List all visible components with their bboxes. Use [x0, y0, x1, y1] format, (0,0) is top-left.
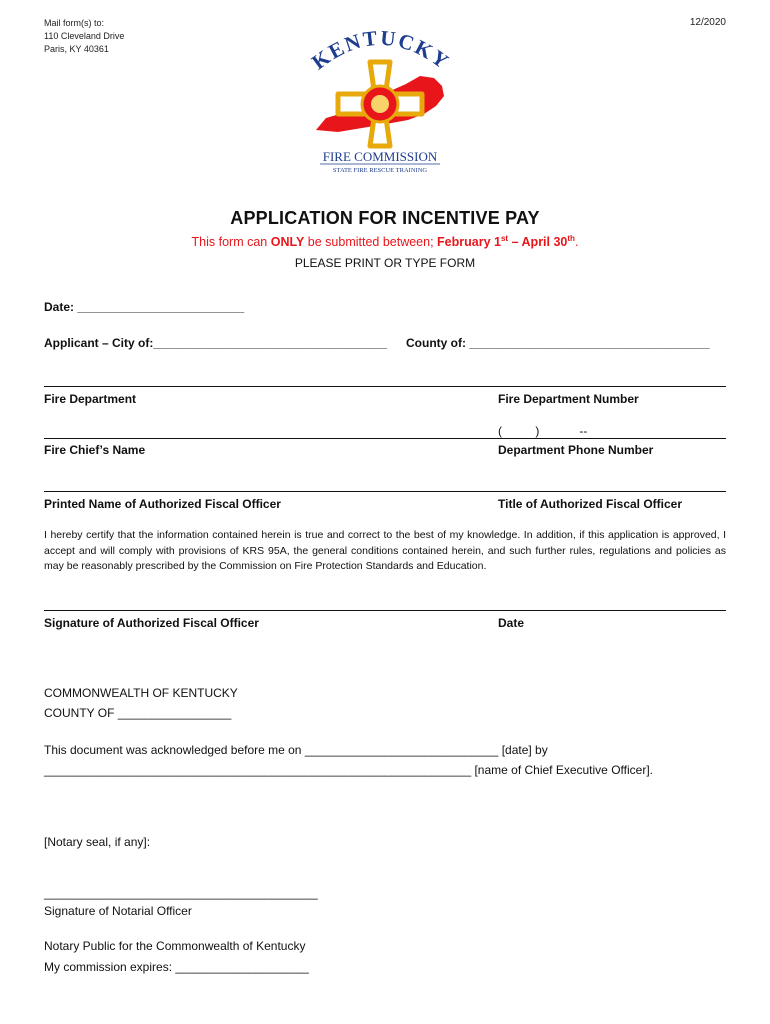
fiscal-officer-line[interactable]: [44, 491, 726, 492]
revision-date: 12/2020: [689, 17, 726, 28]
logo-top-text: KENTUCKY: [307, 25, 455, 75]
fiscal-officer-name-label: Printed Name of Authorized Fiscal Officer: [44, 497, 281, 511]
acknowledgement-line-2[interactable]: ________________________________________________________________ [name of Chief Executive Officer].: [44, 763, 653, 777]
fire-department-label: Fire Department: [44, 392, 137, 406]
applicant-city-field[interactable]: Applicant – City of:___________________________________: [44, 336, 387, 350]
commonwealth-heading: COMMONWEALTH OF KENTUCKY: [44, 686, 238, 700]
maltese-cross-icon: [338, 62, 422, 146]
fiscal-officer-signature-label: Signature of Authorized Fiscal Officer: [44, 616, 259, 630]
logo-line2: STATE FIRE RESCUE TRAINING: [332, 167, 428, 174]
county-field[interactable]: County of: ____________________________________: [406, 336, 710, 350]
fiscal-officer-title-label: Title of Authorized Fiscal Officer: [498, 497, 683, 511]
notary-public-text: Notary Public for the Commonwealth of Kentucky: [44, 939, 306, 953]
signature-date-label: Date: [498, 616, 525, 630]
notary-seal-label: [Notary seal, if any]:: [44, 835, 151, 849]
logo-line1: FIRE COMMISSION: [322, 149, 438, 164]
date-field[interactable]: Date: _________________________: [44, 300, 245, 314]
mail-line: Paris, KY 40361: [44, 44, 109, 54]
acknowledgement-line-1[interactable]: This document was acknowledged before me on _____________________________ [date] by: [44, 743, 548, 757]
department-phone-label: Department Phone Number: [498, 443, 654, 457]
mail-line: 110 Cleveland Drive: [44, 31, 125, 41]
fire-chief-label: Fire Chief’s Name: [44, 443, 146, 457]
kentucky-fire-commission-logo: [296, 22, 464, 178]
fire-department-line[interactable]: [44, 386, 726, 387]
form-title: APPLICATION FOR INCENTIVE PAY: [230, 208, 540, 228]
print-instruction: PLEASE PRINT OR TYPE FORM: [294, 256, 476, 270]
phone-template: ( ) --: [498, 424, 588, 438]
submission-window-note: This form can ONLY be submitted between; February 1st – April 30th.: [191, 234, 579, 250]
fire-chief-line[interactable]: [44, 438, 726, 439]
fire-department-number-label: Fire Department Number: [498, 392, 639, 406]
signature-line[interactable]: [44, 610, 726, 611]
mailing-address: [44, 17, 124, 56]
commission-expires-field[interactable]: My commission expires: ____________________: [44, 960, 309, 974]
notary-county-field[interactable]: COUNTY OF _________________: [44, 706, 232, 720]
notary-signature-label: Signature of Notarial Officer: [44, 904, 192, 918]
certification-statement: I hereby certify that the information contained herein is true and correct to the best of my knowledge. In addition, if this application is approved, I accept and will comply with provisions of KRS 95A, the general conditions contained herein, and such further rules, regulations and policies as may be reasonably prescribed by the Commission on Fire Protection Standards and Education.: [44, 529, 726, 572]
mail-line: Mail form(s) to:: [44, 18, 105, 28]
notary-signature-line[interactable]: _________________________________________: [44, 886, 318, 900]
